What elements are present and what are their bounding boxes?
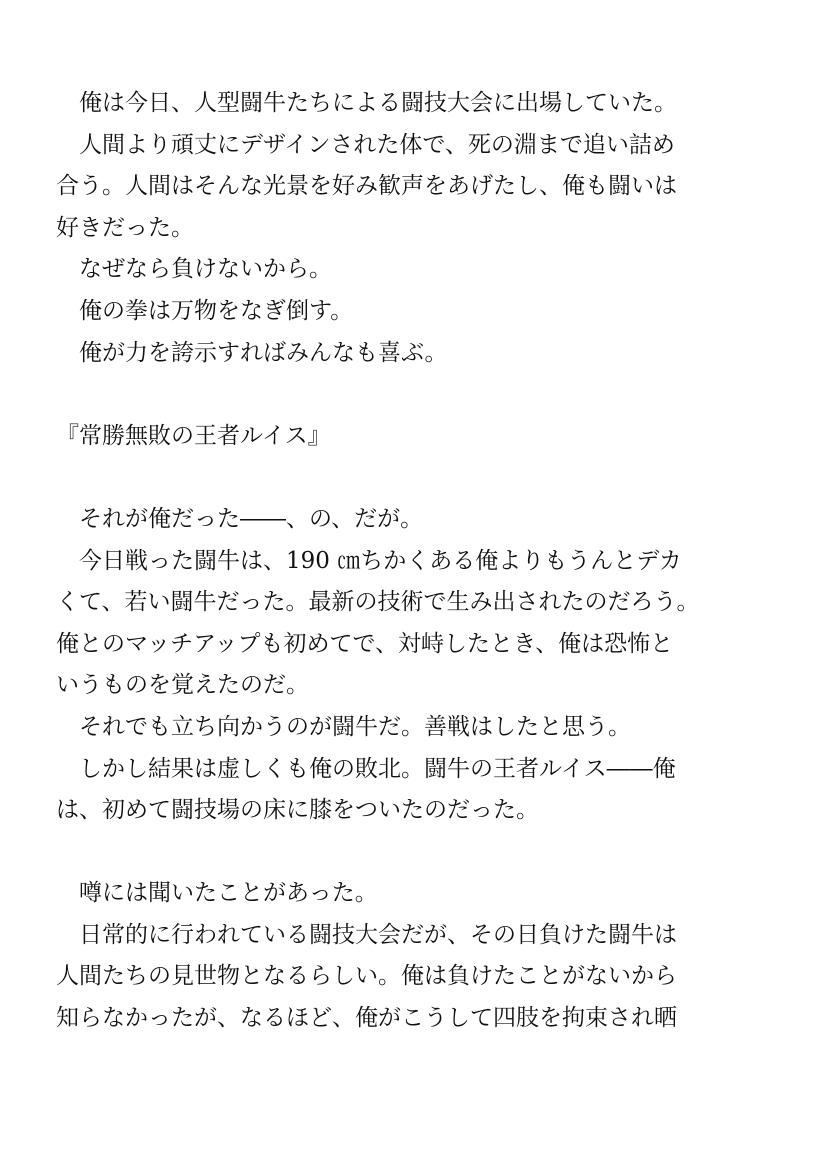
text-line: それでも立ち向かうのが闘牛だ。善戦はしたと思う。 xyxy=(56,713,631,740)
text-line: 噂には聞いたことがあった。 xyxy=(56,880,378,907)
text-line: 俺が力を誇示すればみんなも喜ぶ。 xyxy=(56,339,448,366)
blank-line xyxy=(56,374,772,416)
text-line: なぜなら負けないから。 xyxy=(56,256,332,283)
text-line: 知らなかったが、なるほど、俺がこうして四肢を拘束され晒 xyxy=(56,1005,677,1032)
text-line: 人間たちの見世物となるらしい。俺は負けたことがないから xyxy=(56,963,677,990)
text-line: 俺の拳は万物をなぎ倒す。 xyxy=(56,297,354,324)
text-line: 好きだった。 xyxy=(56,214,194,241)
document-page xyxy=(56,83,772,1040)
text-line: しかし結果は虚しくも俺の敗北。闘牛の王者ルイス――俺 xyxy=(56,755,676,782)
heading-line: 『常勝無敗の王者ルイス』 xyxy=(56,422,331,449)
text-line: 合う。人間はそんな光景を好み歓声をあげたし、俺も闘いは xyxy=(56,173,677,200)
text-line: いうものを覚えたのだ。 xyxy=(56,672,309,699)
text-line: それが俺だった――、の、だが。 xyxy=(56,505,424,532)
blank-line xyxy=(56,832,772,874)
text-line: 俺は今日、人型闘牛たちによる闘技大会に出場していた。 xyxy=(56,90,677,116)
text-line: 今日戦った闘牛は、190 ㎝ちかくある俺よりもうんとデカ xyxy=(56,547,682,574)
text-line: 日常的に行われている闘技大会だが、その日負けた闘牛は xyxy=(56,921,677,948)
text-line: くて、若い闘牛だった。最新の技術で生み出されたのだろう。 xyxy=(56,589,700,616)
blank-line xyxy=(56,457,772,499)
text-line: 人間より頑丈にデザインされた体で、死の淵まで追い詰め xyxy=(56,131,675,158)
text-line: は、初めて闘技場の床に膝をついたのだった。 xyxy=(56,797,539,824)
text-line: 俺とのマッチアップも初めてで、対峙したとき、俺は恐怖と xyxy=(56,630,674,657)
